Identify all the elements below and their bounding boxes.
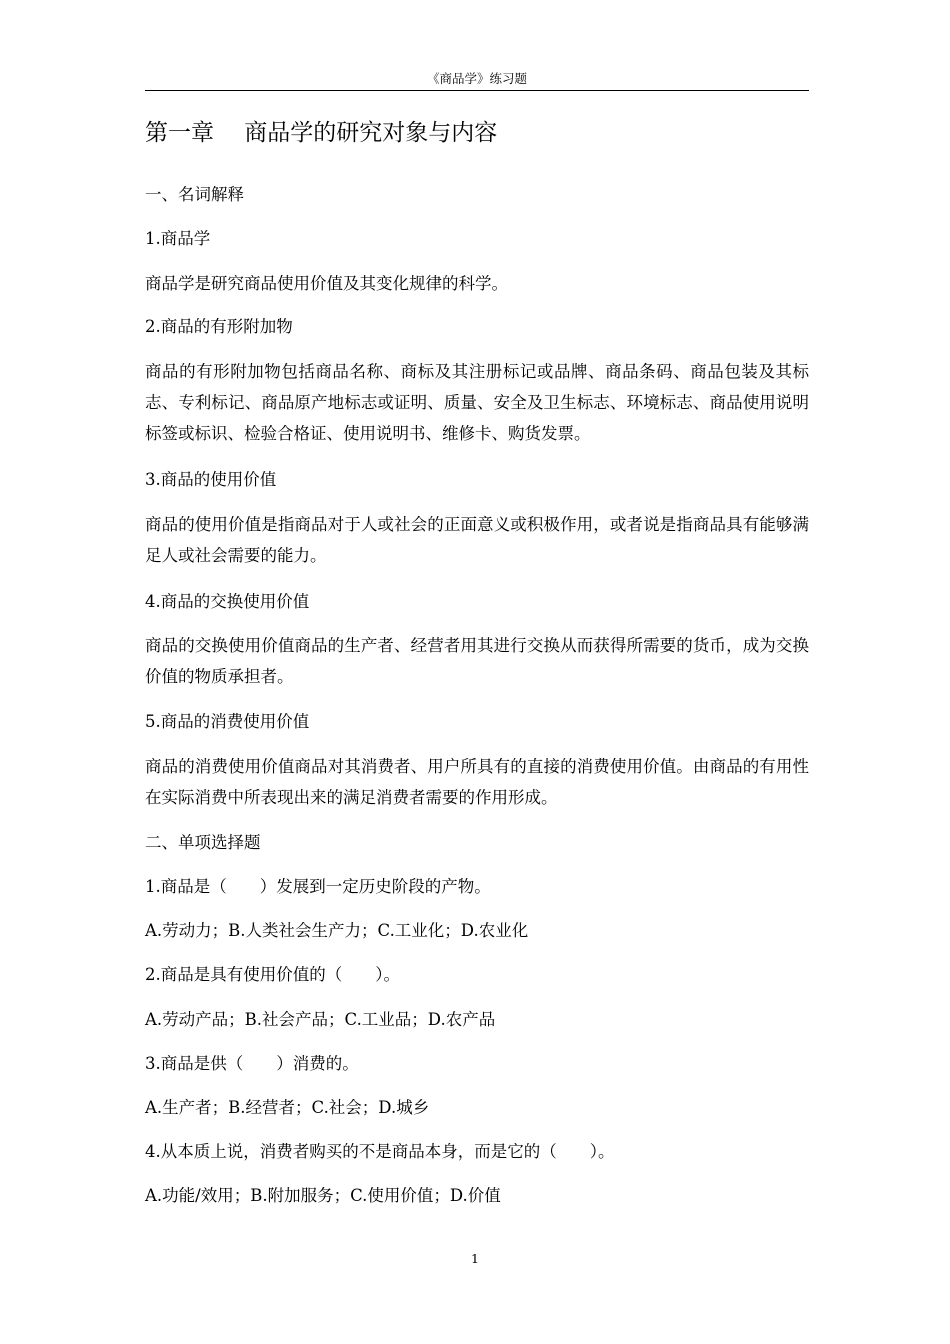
term-title: 1.商品学 [145, 229, 211, 248]
question-options: A.功能/效用；B.附加服务；C.使用价值；D.价值 [145, 1186, 501, 1205]
term-title: 4.商品的交换使用价值 [145, 592, 310, 611]
term-definition: 商品的消费使用价值商品对其消费者、用户所具有的直接的消费使用价值。由商品的有用性在实际消费中所表现出来的满足消费者需要的作用形成。 [145, 757, 809, 807]
section-heading-glossary: 一、名词解释 [145, 185, 244, 204]
term-title: 3.商品的使用价值 [145, 470, 277, 489]
page-number: 1 [471, 1251, 479, 1266]
term-definition: 商品的交换使用价值商品的生产者、经营者用其进行交换从而获得所需要的货币，成为交换价值的物质承担者。 [145, 636, 809, 686]
question-text: 3.商品是供（ ）消费的。 [145, 1054, 359, 1073]
term-definition: 商品学是研究商品使用价值及其变化规律的科学。 [145, 274, 508, 293]
running-header: 《商品学》练习题 [145, 70, 809, 91]
question-options: A.生产者；B.经营者；C.社会；D.城乡 [145, 1098, 430, 1117]
chapter-title: 第一章 商品学的研究对象与内容 [145, 120, 498, 146]
term-definition: 商品的有形附加物包括商品名称、商标及其注册标记或品牌、商品条码、商品包装及其标志、专利标记、商品原产地标志或证明、质量、安全及卫生标志、环境标志、商品使用说明标签或标识、检验合格证、使用说明书、维修卡、购货发票。 [145, 362, 809, 443]
question-text: 2.商品是具有使用价值的（ ）。 [145, 965, 400, 984]
term-title: 2.商品的有形附加物 [145, 317, 293, 336]
section-heading-single-choice: 二、单项选择题 [145, 833, 261, 852]
question-options: A.劳动力；B.人类社会生产力；C.工业化；D.农业化 [145, 921, 529, 940]
question-options: A.劳动产品；B.社会产品；C.工业品；D.农产品 [145, 1010, 496, 1029]
term-definition: 商品的使用价值是指商品对于人或社会的正面意义或积极作用，或者说是指商品具有能够满足人或社会需要的能力。 [145, 515, 809, 565]
question-text: 4.从本质上说，消费者购买的不是商品本身，而是它的（ ）。 [145, 1142, 615, 1161]
term-title: 5.商品的消费使用价值 [145, 712, 310, 731]
question-text: 1.商品是（ ）发展到一定历史阶段的产物。 [145, 877, 491, 896]
